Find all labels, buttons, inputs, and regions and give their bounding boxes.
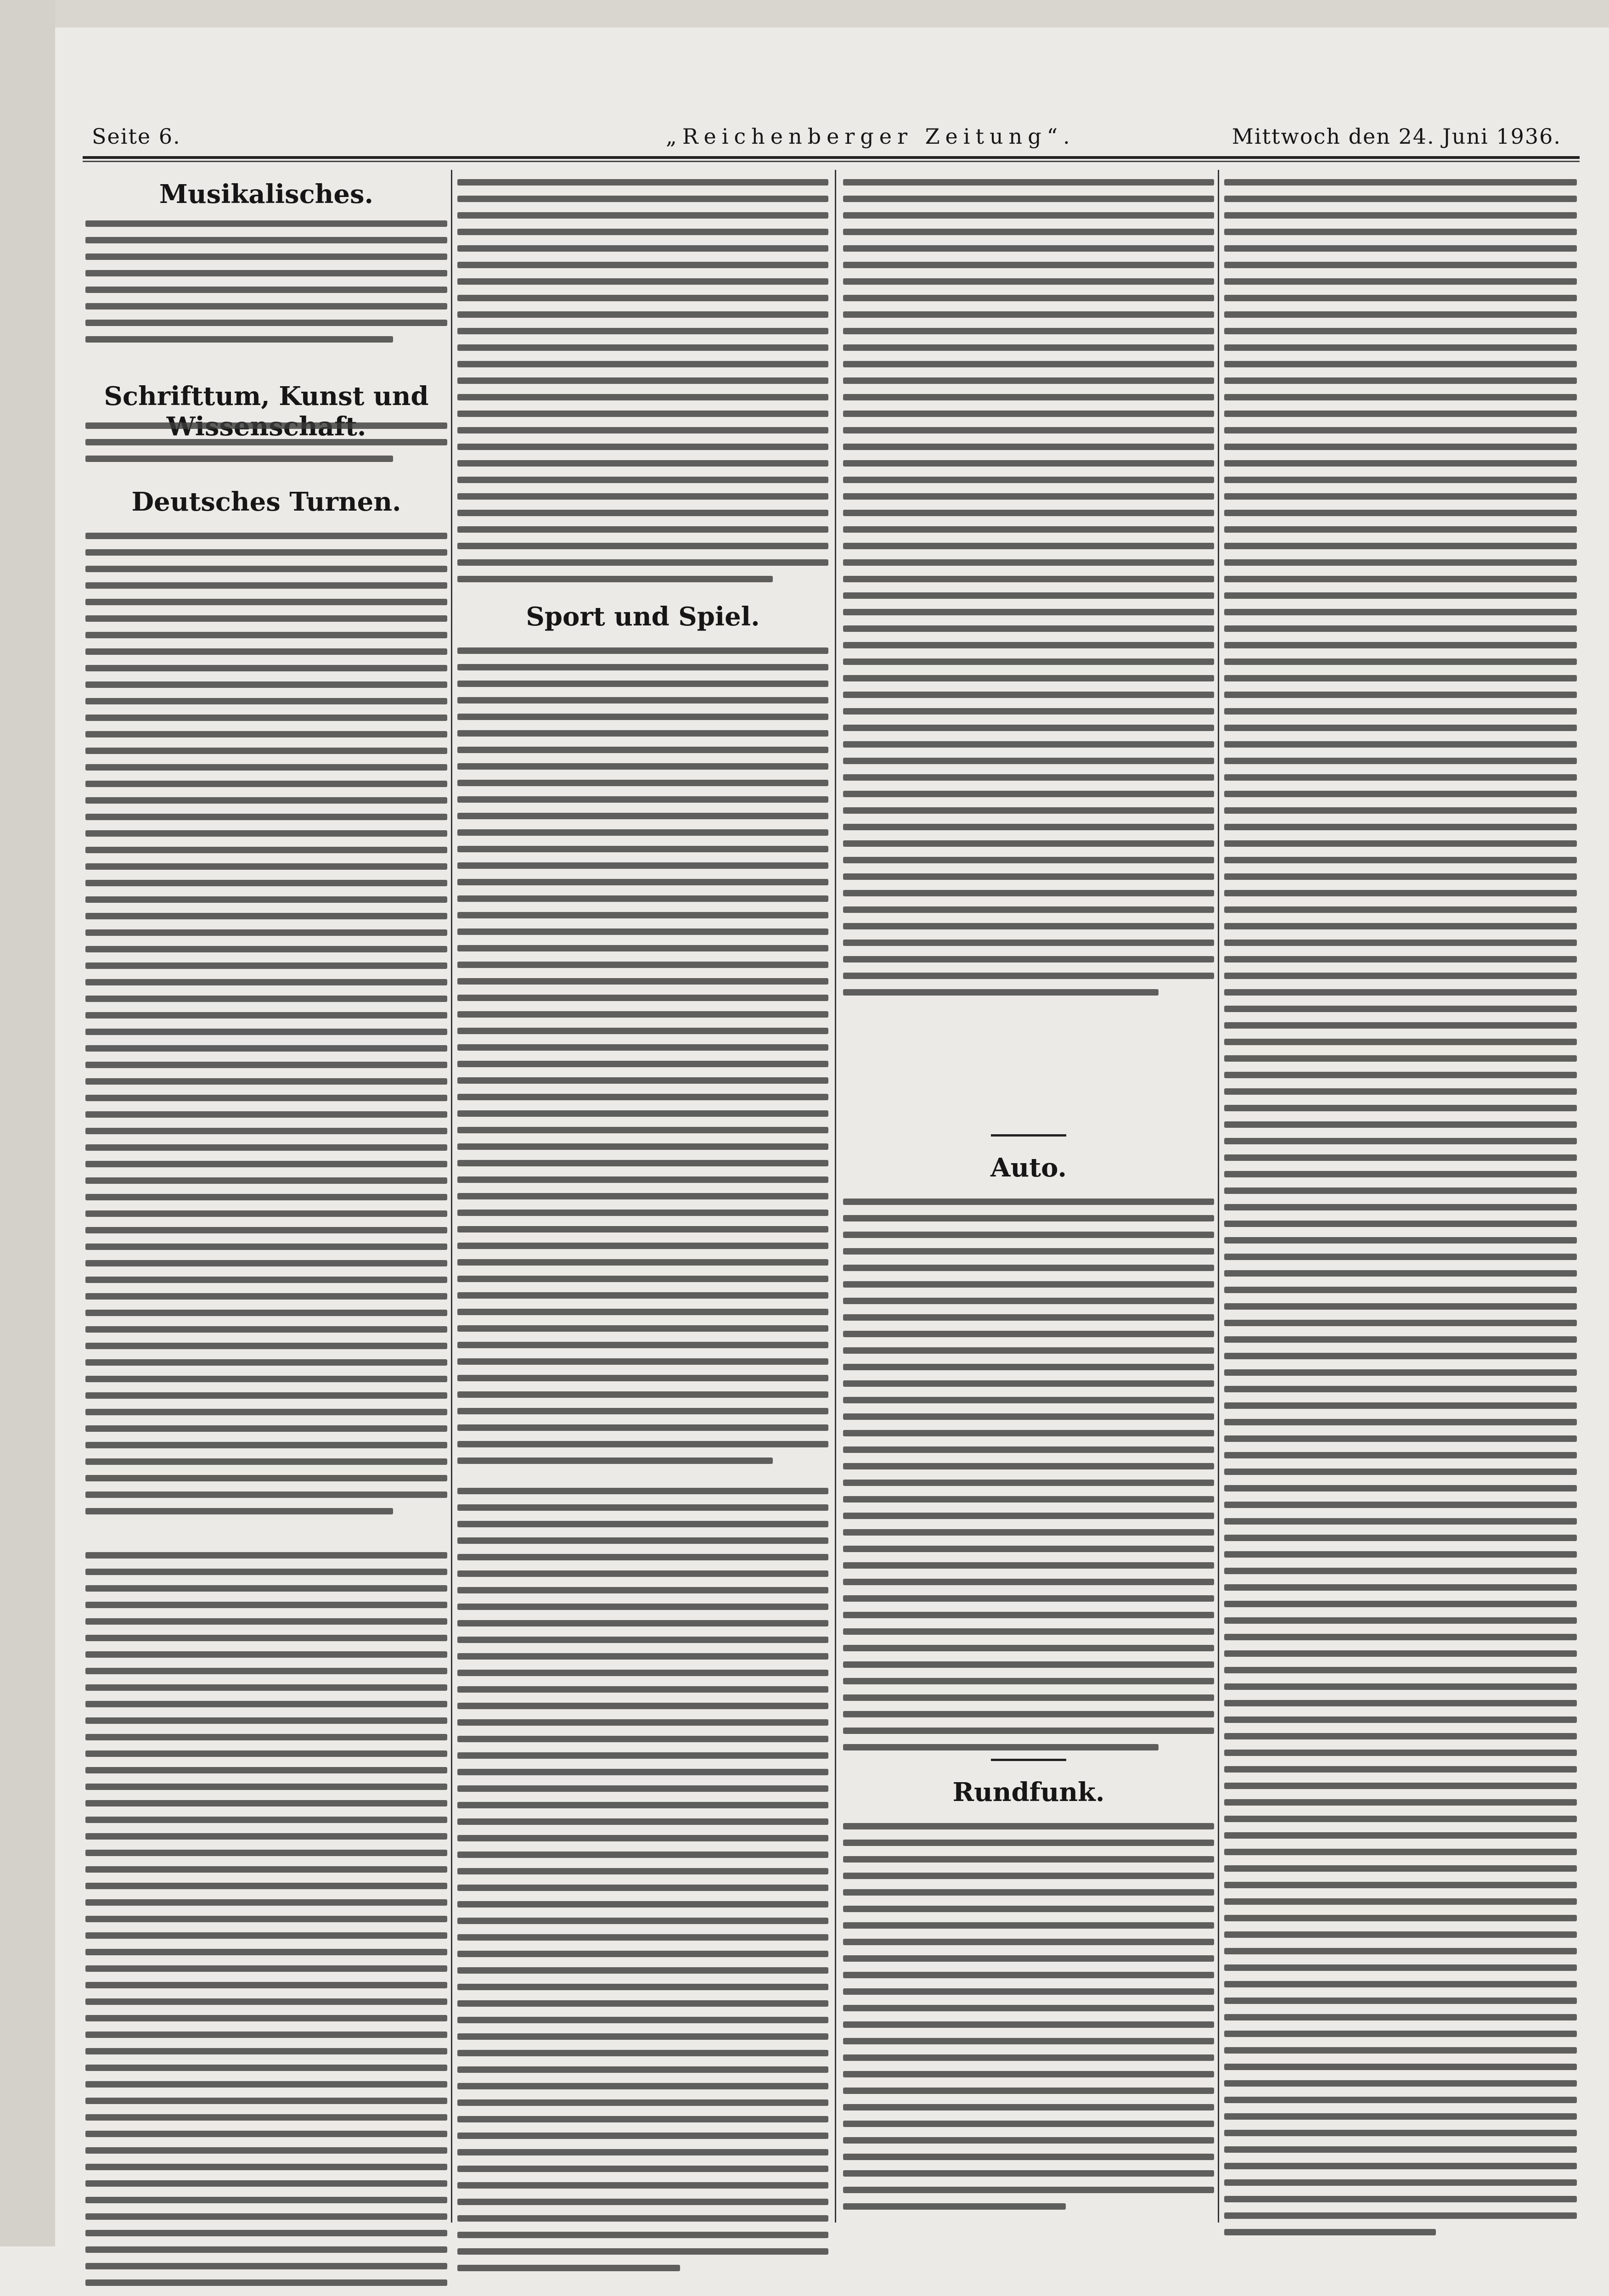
- column-2: [455, 165, 831, 2223]
- section-heading-schrifttum: Schrifttum, Kunst und: [104, 381, 429, 411]
- article-auto: [843, 1199, 1214, 1761]
- column-3: [840, 165, 1217, 2223]
- section-separator: [991, 1759, 1066, 1761]
- column-1: [83, 165, 450, 2223]
- section-heading-turnen: Deutsches Turnen.: [131, 487, 401, 517]
- article-turnen: [85, 533, 447, 1525]
- article-musikalisches: [85, 220, 447, 353]
- article-wimbledon: [457, 647, 828, 1474]
- article-radio-listings: [1224, 179, 1577, 2245]
- section-heading-sport: Sport und Spiel.: [526, 602, 760, 632]
- article-rundfunk-schedule: [843, 1823, 1214, 2220]
- section-separator: [991, 1134, 1066, 1137]
- masthead: „Reichenberger Zeitung“.: [666, 124, 1075, 149]
- page-edge-top: [0, 0, 1609, 28]
- article-turnen-continued: [457, 179, 828, 592]
- column-divider: [1218, 170, 1219, 2223]
- issue-date: Mittwoch den 24. Juni 1936.: [1232, 124, 1561, 149]
- article-sport-briefs: [85, 1552, 447, 2296]
- article-schrifttum: [85, 422, 447, 472]
- column-4: [1221, 165, 1580, 2223]
- article-athletics: [843, 179, 1214, 1006]
- header-rule-thin: [83, 161, 1580, 162]
- page-header: [92, 124, 1561, 161]
- section-heading-auto: Auto.: [990, 1153, 1067, 1183]
- column-divider: [835, 170, 836, 2223]
- article-sportverein: [457, 1488, 828, 2281]
- section-heading-musikalisches: Musikalisches.: [159, 179, 374, 209]
- header-rule: [83, 156, 1580, 159]
- page-edge-left: [0, 0, 55, 2246]
- page-number: Seite 6.: [92, 124, 181, 149]
- column-divider: [451, 170, 452, 2223]
- section-heading-rundfunk: Rundfunk.: [952, 1777, 1105, 1807]
